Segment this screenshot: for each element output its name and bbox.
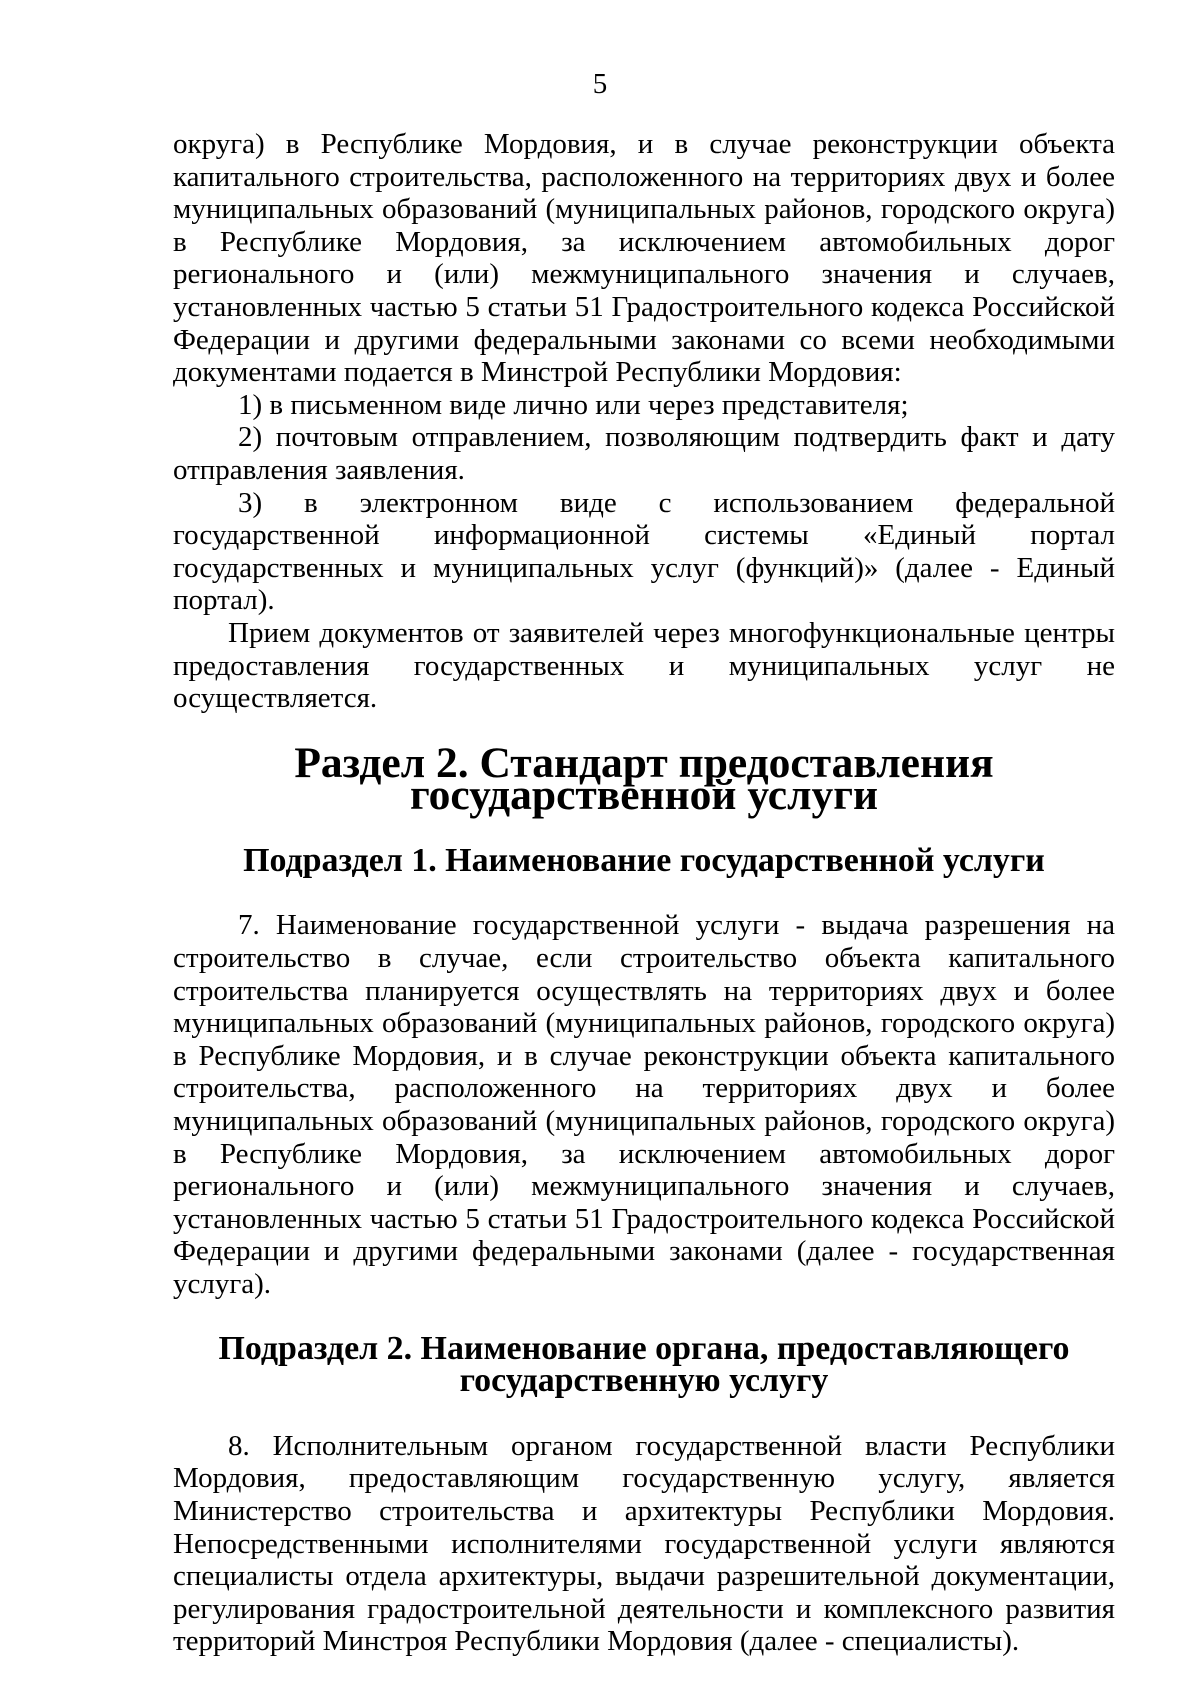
list-item-2: 2) почтовым отправлением, позволяющим подтвердить факт и дату отправления заявления. [173,421,1115,486]
document-body [173,128,1115,1658]
subsection-2-heading: Подраздел 2. Наименование органа, предоставляющего государственную услугу [218,1329,1070,1400]
item-7-paragraph: 7. Наименование государственной услуги - выдача разрешения на строительство в случае, если строительство объекта капитального строительства планируется осуществлять на территориях двух и более муниципальных образований (муниципальных районов, городского округа) в Республике Мордовия, и в случае реконструкции объекта капитального строительства, расположенного на территориях двух и более муниципальных образований (муниципальных районов, городского округа) в Республике Мордовия, за исключением автомобильных дорог регионального и (или) межмуниципального значения и случаев, установленных частью 5 статьи 51 Градостроительного кодекса Российской Федерации и другими федеральными законами (далее - государственная услуга). [173,909,1115,1300]
page-number: 5 [592,68,608,100]
list-item-3: 3) в электронном виде с использованием федеральной государственной информационной системы «Единый портал государственных и муниципальных услуг (функций)» (далее - Единый портал). [173,486,1115,617]
paragraph-mfc: Прием документов от заявителей через многофункциональные центры предоставления государственных и муниципальных услуг не осуществляется. [173,616,1115,715]
list-item-1: 1) в письменном виде лично или через представителя; [238,388,909,421]
paragraph-continuation: округа) в Республике Мордовия, и в случае реконструкции объекта капитального строительства, расположенного на территориях двух и более муниципальных образований (муниципальных районов, городского округа) в Республике Мордовия, за исключением автомобильных дорог регионального и (или) межмуниципального значения и случаев, установленных частью 5 статьи 51 Градостроительного кодекса Российской Федерации и другими федеральными законами со всеми необходимыми документами подается в Минстрой Республики Мордовия: [173,128,1115,389]
item-8-paragraph: 8. Исполнительным органом государственной власти Республики Мордовия, предоставляющим государственную услугу, является Министерство строительства и архитектуры Республики Мордовия. Непосредственными исполнителями государственной услуги являются специалисты отдела архитектуры, выдачи разрешительной документации, регулирования градостроительной деятельности и комплексного развития территорий Минстроя Республики Мордовия (далее - специалисты). [173,1429,1115,1658]
section-heading: Раздел 2. Стандарт предоставления государственной услуги [294,738,994,820]
subsection-1-heading: Подраздел 1. Наименование государственной услуги [243,841,1045,879]
